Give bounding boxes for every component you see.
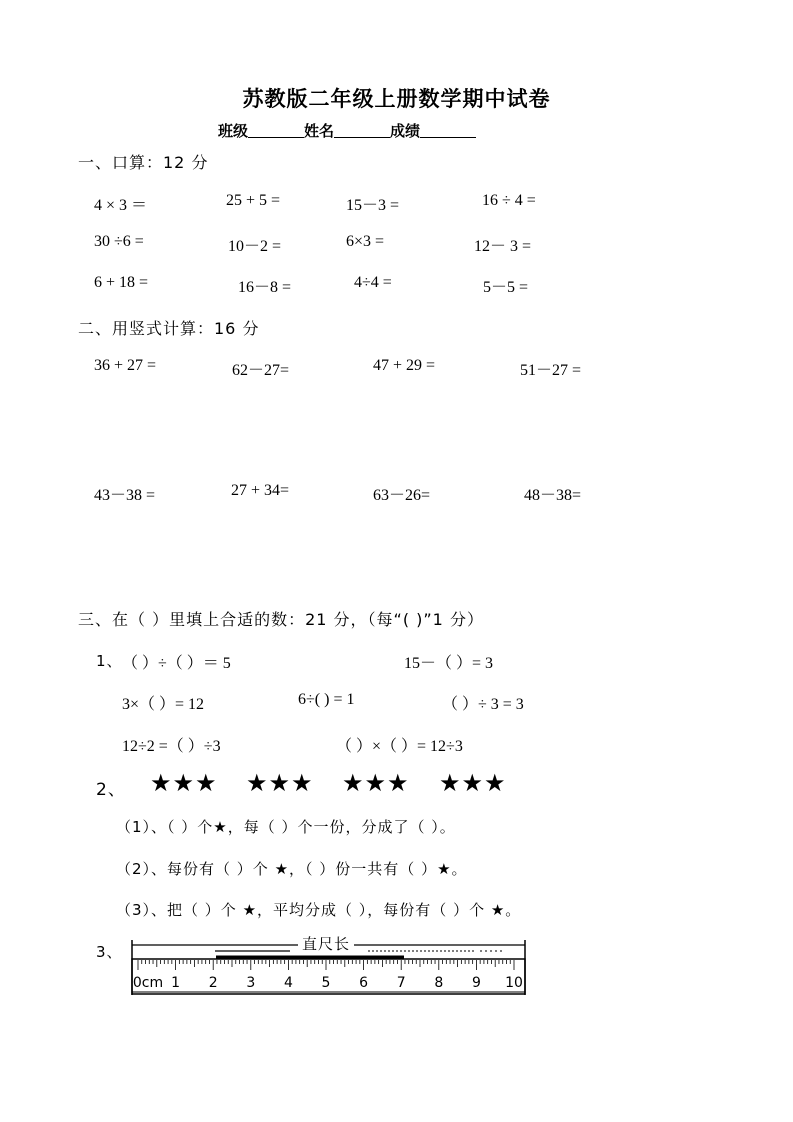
ruler-label: 9 — [471, 975, 481, 991]
vertical-calc-item: 62－27= — [232, 362, 290, 379]
section1-heading: 一、口算：12 分 — [78, 153, 209, 172]
page-title: 苏教版二年级上册数学期中试卷 — [242, 87, 551, 111]
ruler-label: 6 — [359, 975, 369, 991]
fill-blank-item: 6÷( ) = 1 — [298, 691, 355, 708]
student-info-line — [218, 120, 476, 141]
star-group: ★★★ — [439, 769, 507, 797]
name-blank[interactable] — [334, 123, 390, 138]
mental-item: 16－8 = — [238, 279, 292, 296]
vertical-calc-item: 63－26= — [373, 487, 431, 504]
score-blank[interactable] — [420, 123, 476, 138]
vertical-calc-item: 27 + 34= — [231, 482, 290, 499]
mental-item: 6×3 = — [346, 233, 385, 250]
ruler-labels — [133, 975, 523, 991]
mental-item: 25 + 5 = — [226, 192, 281, 209]
ruler-label: 7 — [396, 975, 406, 991]
mental-item: 12－ 3 = — [474, 238, 532, 255]
question-number: 3、 — [96, 943, 123, 961]
fill-blank-item: （ ）÷ 3 = 3 — [442, 696, 524, 713]
ruler-label: 3 — [246, 975, 256, 991]
ruler-ticks — [138, 960, 514, 970]
mental-item: 30 ÷6 = — [94, 233, 144, 250]
sub-question: （2）、每份有（ ）个 ★，（ ）份一共有（ ）★。 — [116, 860, 468, 878]
ruler-label: 4 — [283, 975, 293, 991]
fill-blank-item: （ ）×（ ）= 12÷3 — [336, 738, 463, 755]
section3-heading: 三、在（ ）里填上合适的数：21 分，（每“( )”1 分） — [78, 610, 484, 629]
mental-item: 4 × 3 ＝ — [94, 197, 148, 214]
vertical-calc-item: 36 + 27 = — [94, 357, 157, 374]
vertical-calc-item: 48－38= — [524, 487, 582, 504]
mental-item: 5－5 = — [483, 279, 529, 296]
class-blank[interactable] — [248, 123, 304, 138]
star-group: ★★★ — [246, 769, 314, 797]
mental-item: 6 + 18 = — [94, 274, 149, 291]
question-number: 2、 — [96, 780, 126, 800]
vertical-calc-item: 43－38 = — [94, 487, 156, 504]
mental-item: 15－3 = — [346, 197, 400, 214]
sub-question: （1）、（ ）个★，每（ ）个一份，分成了（ ）。 — [116, 818, 456, 836]
class-label: 班级 — [218, 122, 249, 140]
ruler-caption: 直尺长 — [298, 933, 354, 954]
ruler-label: 5 — [321, 975, 331, 991]
vertical-calc-item: 47 + 29 = — [373, 357, 436, 374]
ruler-label: 10 — [505, 975, 523, 991]
ruler-label: 8 — [434, 975, 444, 991]
mental-item: 16 ÷ 4 = — [482, 192, 536, 209]
ruler-label: 0cm — [132, 975, 164, 991]
ruler-label: 2 — [208, 975, 218, 991]
ruler-label: 1 — [171, 975, 181, 991]
mental-item: 10－2 = — [228, 238, 282, 255]
fill-blank-item: 3×（ ）= 12 — [122, 696, 205, 713]
star-group: ★★★ — [342, 769, 410, 797]
fill-blank-item: 15－（ ）= 3 — [404, 655, 494, 672]
fill-blank-item: （ ）÷（ ）＝ 5 — [122, 655, 231, 672]
mental-item: 4÷4 = — [354, 274, 392, 291]
score-label: 成绩 — [390, 122, 421, 140]
question-number: 1、 — [96, 652, 123, 670]
name-label: 姓名 — [304, 122, 335, 140]
section2-heading: 二、用竖式计算：16 分 — [78, 319, 260, 338]
star-group: ★★★ — [150, 769, 218, 797]
ruler — [130, 937, 530, 997]
sub-question: （3）、把（ ）个 ★，平均分成（ ），每份有（ ）个 ★。 — [116, 901, 522, 919]
vertical-calc-item: 51－27 = — [520, 362, 582, 379]
fill-blank-item: 12÷2 =（ ）÷3 — [122, 738, 221, 755]
